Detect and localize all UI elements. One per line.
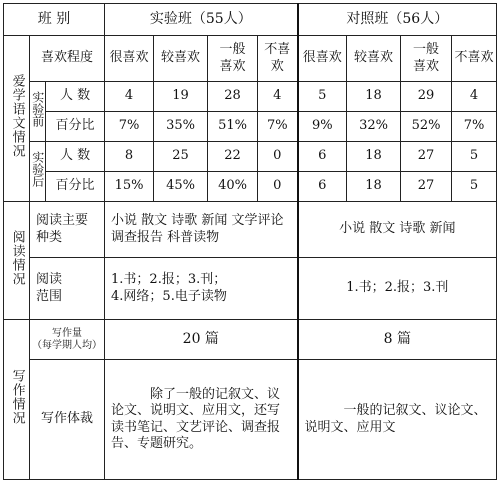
before-count-exp-1: 4: [105, 82, 154, 112]
after-count-ctrl-1: 6: [298, 142, 347, 172]
level-exp-2: 较喜欢: [154, 36, 208, 82]
writing-genre-row: [4, 360, 497, 480]
reading-range-exp-line-1: 1.书；2.报；3.刊；: [111, 272, 227, 288]
writing-amount-label-line-1: 写作量: [52, 327, 83, 339]
before-percent-exp-1: 7%: [105, 112, 154, 142]
survey-table: [3, 3, 497, 480]
level-exp-3: [208, 36, 258, 82]
reading-range-label-cell: [30, 258, 105, 320]
before-percent-exp-2: 35%: [154, 112, 208, 142]
after-count-exp-4: 0: [258, 142, 298, 172]
header-experiment-class: 实验班（55人）: [105, 4, 298, 36]
before-percent-ctrl-3: 52%: [401, 112, 452, 142]
after-percent-ctrl-1: 6: [298, 172, 347, 202]
after-count-exp-1: 8: [105, 142, 154, 172]
after-count-ctrl-3: 27: [401, 142, 452, 172]
writing-amount-label-line-2: （每学期人均）: [32, 339, 103, 351]
after-percent-row: [4, 172, 497, 202]
header-category: 班 别: [4, 4, 105, 36]
level-ctrl-4: 不喜欢: [452, 36, 497, 82]
writing-amount-row: [4, 320, 497, 360]
before-count-ctrl-2: 18: [347, 82, 401, 112]
survey-table-wrapper: [3, 3, 497, 480]
like-degree-label: 喜欢程度: [30, 36, 105, 82]
reading-types-row: [4, 202, 497, 258]
before-count-row: [4, 82, 497, 112]
before-percent-ctrl-2: 32%: [347, 112, 401, 142]
before-cell: [30, 82, 46, 142]
after-percent-exp-2: 45%: [154, 172, 208, 202]
writing-amount-label-cell: [30, 320, 105, 360]
before-percent-ctrl-1: 9%: [298, 112, 347, 142]
writing-genre-label: 写作体裁: [30, 360, 105, 480]
level-exp-3-text: 一般喜欢: [219, 42, 246, 74]
before-count-exp-3: 28: [208, 82, 258, 112]
section-writing-label: 写作情况: [9, 368, 25, 425]
header-control-class: 对照班（56人）: [298, 4, 497, 36]
reading-range-row: [4, 258, 497, 320]
reading-range-exp-line-2: 4.网络；5.电子读物: [111, 288, 227, 304]
before-count-ctrl-4: 4: [452, 82, 497, 112]
section-like-label: 爱学语文情况: [9, 73, 25, 158]
section-like-cell: [4, 36, 30, 202]
reading-types-ctrl: 小说 散文 诗歌 新闻: [298, 202, 497, 258]
level-ctrl-1: 很喜欢: [298, 36, 347, 82]
reading-range-exp: [105, 258, 298, 320]
before-percent-ctrl-4: 7%: [452, 112, 497, 142]
writing-genre-ctrl: 一般的记叙文、议论文、说明文、应用文: [298, 360, 497, 480]
after-count-ctrl-4: 5: [452, 142, 497, 172]
before-count-exp-4: 4: [258, 82, 298, 112]
reading-types-exp: 小说 散文 诗歌 新闻 文学评论 调查报告 科普读物: [105, 202, 298, 258]
before-percent-row: [4, 112, 497, 142]
reading-range-ctrl: 1.书；2.报；3.刊: [298, 258, 497, 320]
after-count-row: [4, 142, 497, 172]
section-reading-cell: [4, 202, 30, 320]
after-count-exp-2: 25: [154, 142, 208, 172]
after-cell: [30, 142, 46, 202]
writing-genre-exp: 除了一般的记叙文、议论文、说明文、应用文，还写读书笔记、文艺评论、调查报告、专题研究。: [105, 360, 298, 480]
section-writing-cell: [4, 320, 30, 480]
after-count-ctrl-2: 18: [347, 142, 401, 172]
before-count-ctrl-1: 5: [298, 82, 347, 112]
after-label: 实验后: [30, 150, 45, 187]
before-percent-label: 百分比: [46, 112, 105, 142]
level-exp-1: 很喜欢: [105, 36, 154, 82]
after-percent-exp-3: 40%: [208, 172, 258, 202]
after-percent-ctrl-4: 5: [452, 172, 497, 202]
after-percent-exp-4: 0: [258, 172, 298, 202]
before-count-ctrl-3: 29: [401, 82, 452, 112]
writing-amount-exp: 20 篇: [105, 320, 298, 360]
level-ctrl-3: [401, 36, 452, 82]
section-reading-label: 阅读情况: [9, 229, 25, 286]
level-ctrl-2: 较喜欢: [347, 36, 401, 82]
after-count-label: 人 数: [46, 142, 105, 172]
after-percent-ctrl-3: 27: [401, 172, 452, 202]
reading-types-label: 阅读主要种类: [36, 213, 89, 245]
before-count-label: 人 数: [46, 82, 105, 112]
reading-types-label-cell: [30, 202, 105, 258]
after-count-exp-3: 22: [208, 142, 258, 172]
before-percent-exp-3: 51%: [208, 112, 258, 142]
after-percent-exp-1: 15%: [105, 172, 154, 202]
level-ctrl-3-text: 一般喜欢: [413, 42, 440, 74]
before-label: 实验前: [30, 90, 45, 127]
after-percent-label: 百分比: [46, 172, 105, 202]
header-row: [4, 4, 497, 36]
reading-range-label: 阅读范围: [36, 272, 63, 304]
before-count-exp-2: 19: [154, 82, 208, 112]
level-exp-4: 不喜欢: [258, 36, 298, 82]
before-percent-exp-4: 7%: [258, 112, 298, 142]
after-percent-ctrl-2: 18: [347, 172, 401, 202]
like-degree-row: [4, 36, 497, 82]
writing-amount-ctrl: 8 篇: [298, 320, 497, 360]
